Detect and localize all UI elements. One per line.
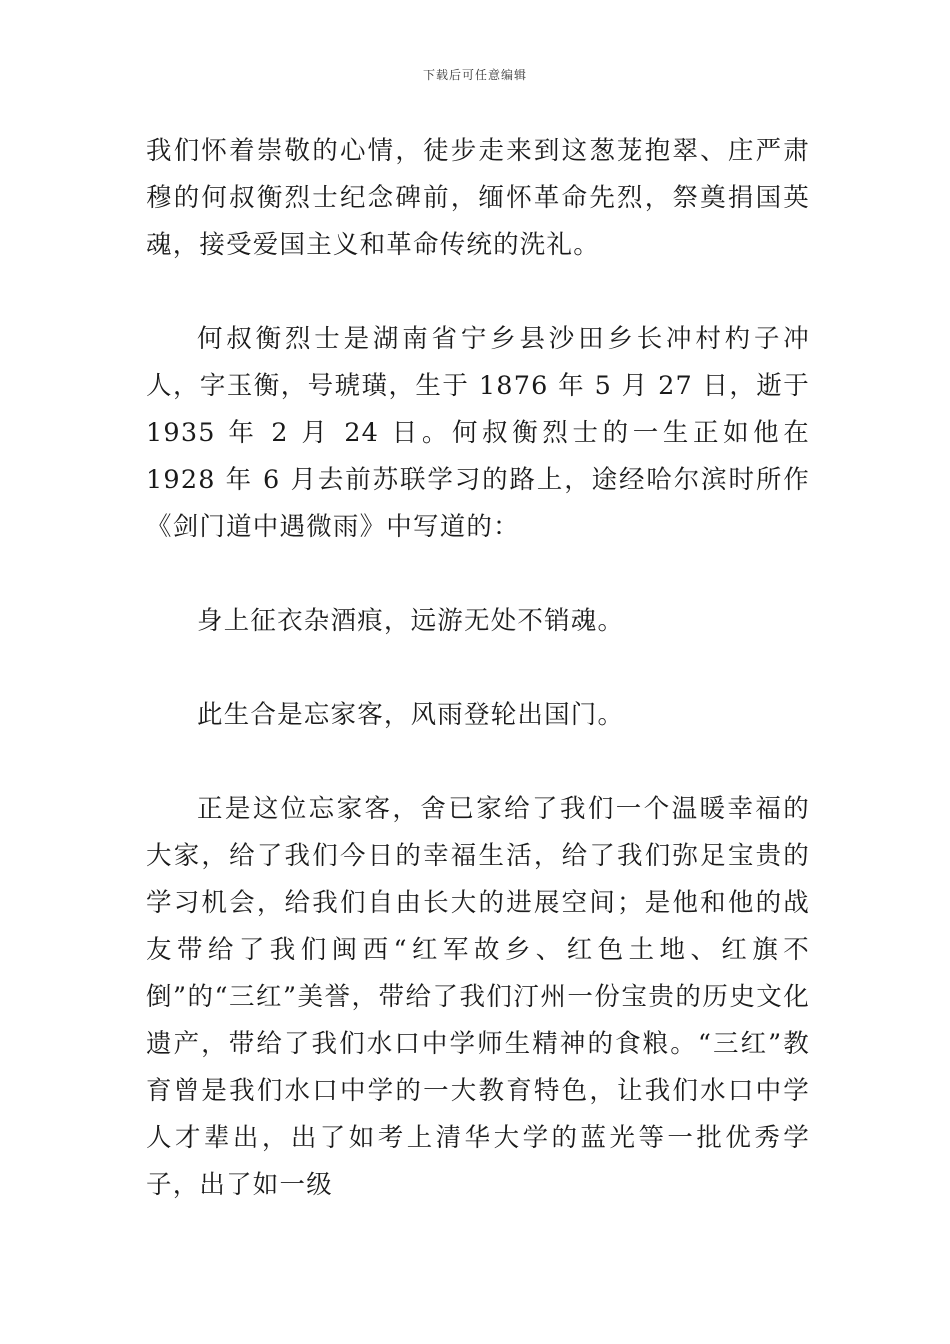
paragraph-2: 何叔衡烈士是湖南省宁乡县沙田乡长冲村杓子冲人，字玉衡，号琥璜，生于 1876 年 5 月 27 日，逝于 1935 年 2 月 24 日。何叔衡烈士的一生正如他在 1928 年 6 月去前苏联学习的路上，途经哈尔滨时所作《剑门道中遇微雨》中写道的： [146,324,810,542]
poem-line-2: 此生合是忘家客，风雨登轮出国门。 [197,700,625,730]
poem-line-1: 身上征衣杂酒痕，远游无处不销魂。 [197,606,625,636]
paragraph-spacer [146,551,810,598]
paragraph-spacer [146,739,810,786]
paragraph-spacer [146,269,810,316]
paragraph-1: 我们怀着崇敬的心情，徒步走来到这葱茏抱翠、庄严肃穆的何叔衡烈士纪念碑前，缅怀革命先烈，祭奠捐国英魂，接受爱国主义和革命传统的洗礼。 [146,136,810,260]
page-header: 下载后可任意编辑 [422,68,527,82]
paragraph-spacer [146,645,810,692]
document-body [146,128,810,1209]
paragraph-3: 正是这位忘家客，舍已家给了我们一个温暖幸福的大家，给了我们今日的幸福生活，给了我们弥足宝贵的学习机会，给我们自由长大的进展空间；是他和他的战友带给了我们闽西“红军故乡、红色土地、红旗不倒”的“三红”美誉，带给了我们汀州一份宝贵的历史文化遗产，带给了我们水口中学师生精神的食粮。“三红”教育曾是我们水口中学的一大教育特色，让我们水口中学人才辈出，出了如考上清华大学的蓝光等一批优秀学子，出了如一级 [146,794,810,1200]
